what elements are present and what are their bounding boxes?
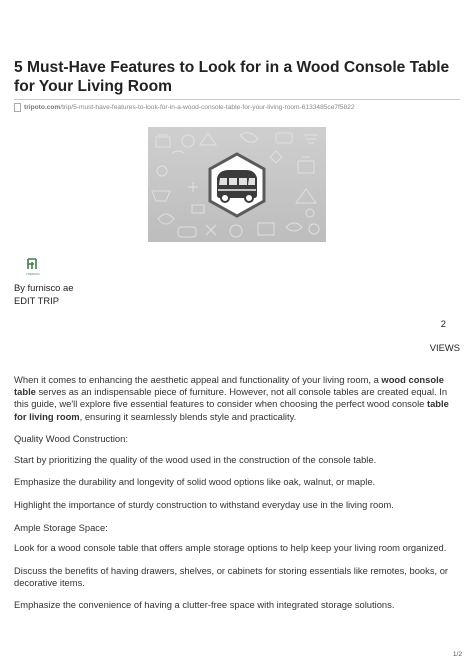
paragraph: Look for a wood console table that offers ample storage options to help keep your living room organized. [14, 541, 447, 553]
paragraph: Emphasize the convenience of having a clutter-free space with integrated storage solutions. [14, 599, 395, 611]
svg-text:FURNISCO: FURNISCO [26, 273, 40, 277]
article-title: 5 Must-Have Features to Look for in a Wood Console Table for Your Living Room [14, 59, 450, 95]
source-url[interactable] [24, 104, 355, 111]
paragraph: Highlight the importance of sturdy construction to withstand everyday use in the living room. [14, 498, 394, 510]
section-heading-quality: Quality Wood Construction: [14, 433, 128, 445]
section-heading-storage: Ample Storage Space: [14, 521, 108, 533]
bold-link-text[interactable]: table for living room [14, 398, 449, 422]
views-count: 2 [440, 318, 446, 329]
hero-graphic [148, 127, 326, 242]
source-domain: tripoto.com [24, 103, 61, 111]
intro-paragraph [14, 374, 460, 423]
source-path: /trip/5-must-have-features-to-look-for-in-a-wood-console-table-for-your-living-room-6133485ce7f5822 [60, 103, 355, 111]
bold-link-text[interactable]: wood console table [14, 374, 444, 398]
source-line [14, 102, 355, 112]
author-byline[interactable]: By furnisco ae [14, 282, 74, 293]
article-body [14, 374, 460, 622]
hero-image [148, 127, 326, 242]
furnisco-logo [22, 257, 44, 277]
paragraph: Emphasize the durability and longevity of solid wood options like oak, walnut, or maple. [14, 476, 376, 488]
intro-text-run: , ensuring it seamlessly blends style and practicality. [79, 410, 297, 422]
document-icon [14, 103, 21, 112]
title-divider [14, 99, 460, 100]
edit-trip-link[interactable]: EDIT TRIP [14, 295, 59, 306]
logo-mark [22, 257, 44, 277]
page-number: 1/2 [452, 651, 462, 658]
views-label: VIEWS [429, 342, 460, 353]
paragraph: Start by prioritizing the quality of the wood used in the construction of the console table. [14, 453, 377, 465]
paragraph: Discuss the benefits of having drawers, shelves, or cabinets for storing essentials like remotes, books, or decorative items. [14, 564, 449, 588]
intro-text-run: When it comes to enhancing the aesthetic appeal and functionality of your living room, a [14, 374, 382, 385]
van-icon [210, 154, 264, 216]
intro-text-run: serves as an indispensable piece of furniture. However, not all console tables are created equal. In this guide, we'll explore five essential features to consider when choosing the perfect wood console [14, 386, 448, 410]
